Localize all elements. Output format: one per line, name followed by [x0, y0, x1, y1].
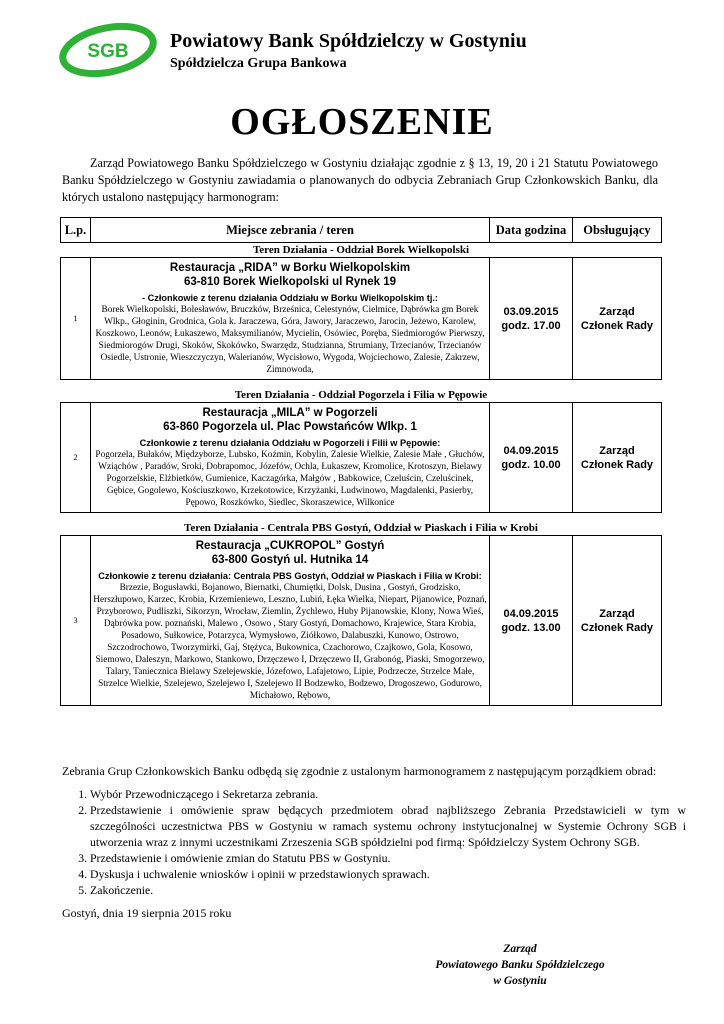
header-staff: Obsługujący [573, 218, 662, 243]
table-row [61, 403, 662, 513]
agenda-item: 5. Zakończenie. [90, 882, 686, 898]
sgb-logo [58, 22, 158, 78]
section-title: Teren Działania - Oddział Borek Wielkopolski [252, 244, 470, 256]
agenda-intro: Zebrania Grup Członkowskich Banku odbędą się zgodnie z ustalonym harmonogramem z następującym porządkiem obrad: [62, 764, 657, 778]
meeting-date: 03.09.2015 [503, 305, 559, 318]
signature-line-2: Powiatowego Banku Spółdzielczego [435, 959, 605, 971]
meeting-place [91, 536, 490, 706]
bank-group: Spółdzielcza Grupa Bankowa [170, 56, 347, 71]
restaurant-address: 63-810 Borek Wielkopolski ul Rynek 19 [183, 276, 397, 288]
staff-line-2: Członek Rady [580, 621, 654, 634]
restaurant-name: Restauracja „MILA” w Pogorzeli [202, 407, 378, 419]
table-header-row [61, 218, 662, 243]
meeting-place [91, 403, 490, 513]
bank-name: Powiatowy Bank Spółdzielczy w Gostyniu [170, 30, 527, 52]
header-place: Miejsce zebrania / teren [91, 218, 490, 243]
staff-line-1: Zarząd [599, 607, 635, 620]
staff-line-1: Zarząd [599, 444, 635, 457]
members-list: Borek Wielkopolski, Bolesławów, Bruczków, Brześnica, Celestynów, Cielmice, Dąbrówka gm Borek Wlkp., Głoginin, Grodnica, Gola k. Jaraczewa, Góra, Jawory, Jaraczewo, Jarocin, Jeżewo, Karolew, Koszkowo, Leonów, Łukaszewo, Maksymilianów, Mycielin, Osówiec, Poręba, Siedmiorogów Pierwszy, Siedmiorogów Drugi, Skoków, Skokówko, Swarzędz, Studzianna, Strumiany, Trzecianów, Trzecianów Osiedle, Ustronie, Wieszczyczyn, Walerianów, Wycisłowo, Wygoda, Wojciechowo, Zalesie, Zakrzew, Zimnowoda, [95, 305, 485, 375]
logo-text: SGB [87, 41, 129, 62]
meeting-date: 04.09.2015 [503, 607, 559, 620]
table-row [61, 258, 662, 380]
members-list: Brzezie, Bogusławki, Bojanowo, Biernatki, Chumiętki, Dolsk, Dusina , Gostyń, Grodzisko, Herszłupowo, Karzec, Krobia, Krzemieniewo, Leszno, Lubiń, Łęka Wielka, Niepart, Pijanowice, Poznań, Przyborowo, Pudliszki, Sikorzyn, Wrocław, Ziemlin, Żychlewo, Huby Pijanowskie, Klony, Nowa Wieś, Dąbrówka pow. poznański, Malewo , Osowo , Stary Gostyń, Domachowo, Krajewice, Stara Krobia, Posadowo, Sułkowice, Potarzyca, Wymysłowo, Ziółkowo, Dalabuszki, Kunowo, Ostrowo, Szczodrochowo, Tworzymirki, Gaj, Stężyca, Bukownica, Czachorowo, Czajkowo, Gola, Kosowo, Siemowo, Daleszyn, Markowo, Stankowo, Drzęczewo I, Drzęczewo II, Grabonóg, Piaski, Smogorzewo, Talary, Taniecznica Bielawy Szelejewskie, Józefowo, Lafajetowo, Lipie, Podrzecze, Strzelce Małe, Strzelce Wielkie, Szelejewo, Szelejewo I, Szelejewo II Bodzewko, Bodzewo, Drogoszewo, Godurowo, Michałowo, Rębowo, [93, 583, 487, 701]
meeting-staff [573, 403, 662, 513]
meeting-datetime [490, 536, 573, 706]
meeting-time: godz. 13.00 [501, 621, 561, 634]
restaurant-name: Restauracja „CUKROPOL” Gostyń [195, 540, 385, 552]
row-lp: 3 [61, 536, 91, 706]
schedule-table [60, 217, 662, 706]
restaurant-name: Restauracja „RIDA” w Borku Wielkopolskim [169, 262, 411, 274]
agenda-item: 1. Wybór Przewodniczącego i Sekretarza zebrania. [90, 786, 686, 802]
staff-line-1: Zarząd [599, 305, 635, 318]
meeting-staff [573, 536, 662, 706]
signature-line-3: w Gostyniu [493, 975, 547, 987]
document-date: Gostyń, dnia 19 sierpnia 2015 roku [62, 906, 232, 920]
section-title: Teren Działania - Oddział Pogorzela i Filia w Pępowie [234, 389, 488, 401]
restaurant-address: 63-860 Pogorzela ul. Plac Powstańców Wlkp. 1 [163, 421, 417, 433]
signature-block [400, 941, 640, 989]
agenda-item: 2. Przedstawienie i omówienie spraw będących przedmiotem obrad najbliższego Zebrania Przedstawicieli w tym w szczególności uczestnictwa PBS w Gostyniu w ramach systemu ochrony instytucjonalnej w Systemie Ochrony SGB i utworzenia wraz z innymi uczestnikami Zrzeszenia SGB spółdzielni pod firmą: Spółdzielczy System Ochrony SGB. [90, 802, 686, 850]
table-row [61, 536, 662, 706]
meeting-time: godz. 17.00 [501, 319, 561, 332]
staff-line-2: Członek Rady [580, 458, 654, 471]
agenda-item: 3. Przedstawienie i omówienie zmian do Statutu PBS w Gostyniu. [90, 850, 686, 866]
meeting-time: godz. 10.00 [501, 458, 561, 471]
restaurant-address: 63-800 Gostyń ul. Hutnika 14 [211, 554, 369, 566]
staff-line-2: Członek Rady [580, 319, 654, 332]
section-title-row [61, 243, 662, 258]
members-list: Pogorzela, Bułaków, Międzyborze, Lubsko, Koźmin, Kobylin, Zalesie Wielkie, Zalesie Małe , Głuchów, Wziąchów , Paradów, Sroki, Dobrapomoc, Józefów, Ochla, Łukaszew, Kromolice, Krotoszyn, Bielawy Pogorzelskie, Elżbietków, Gumienice, Kaczagórka, Małgów , Babkowice, Czeluścin, Czeluścinek, Gębice, Gogolewo, Kościuszkowo, Krzekotowice, Krzyżanki, Ludwinowo, Magdalenki, Pasierby, Pępowo, Roszkówko, Siedlec, Skoraszewice, Wilkonice [95, 450, 485, 508]
row-lp: 2 [61, 403, 91, 513]
signature-line-1: Zarząd [503, 943, 537, 955]
meeting-staff [573, 258, 662, 380]
meeting-place [91, 258, 490, 380]
header-lp: L.p. [61, 218, 91, 243]
header-date: Data godzina [490, 218, 573, 243]
section-title: Teren Działania - Centrala PBS Gostyń, Oddział w Piaskach i Filia w Krobi [184, 522, 538, 534]
agenda-list [62, 786, 686, 898]
intro-paragraph: Zarząd Powiatowego Banku Spółdzielczego w Gostyniu działając zgodnie z § 13, 19, 20 i 21 Statutu Powiatowego Banku Spółdzielczego w Gostyniu zawiadamia o planowanych do odbycia Zebraniach Grup Członkowskich Banku, dla których ustalono następujący harmonogram: [62, 156, 658, 204]
members-title: Członkowie z terenu działania: Centrala PBS Gostyń, Oddział w Piaskach i Filia w Krobi: [98, 571, 482, 581]
section-title-row [61, 388, 662, 403]
section-title-row [61, 521, 662, 536]
meeting-datetime [490, 403, 573, 513]
row-lp: 1 [61, 258, 91, 380]
meeting-datetime [490, 258, 573, 380]
page-title: OGŁOSZENIE [230, 101, 494, 143]
agenda-item: 4. Dyskusja i uchwalenie wniosków i opinii w przedstawionych sprawach. [90, 866, 686, 882]
members-title: Członkowie z terenu działania Oddziału w Pogorzeli i Filii w Pępowie: [139, 438, 441, 448]
members-title: - Członkowie z terenu działania Oddziału w Borku Wielkopolskim tj.: [142, 293, 438, 303]
meeting-date: 04.09.2015 [503, 444, 559, 457]
